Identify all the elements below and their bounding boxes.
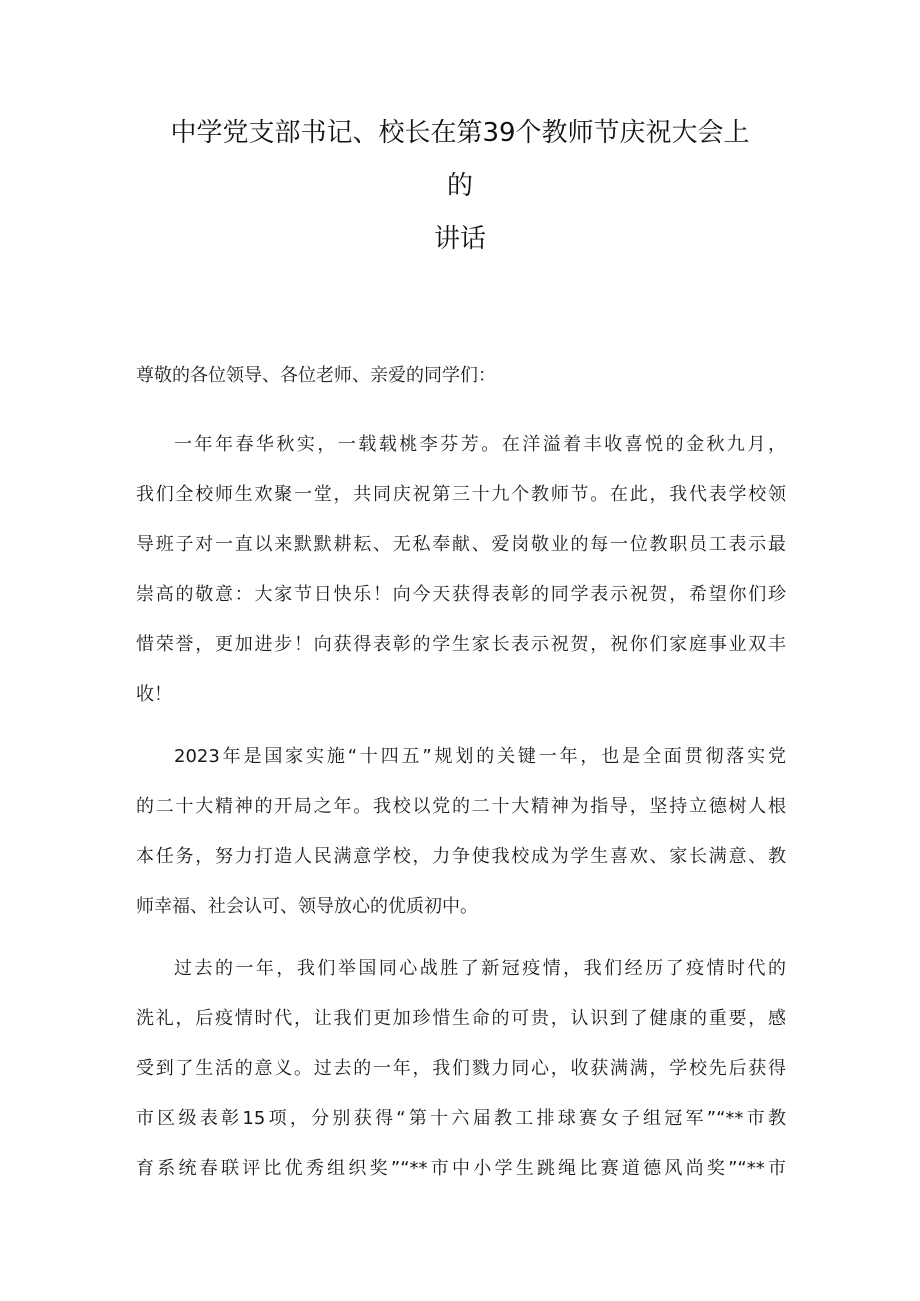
- document-title-line-1: 中学党支部书记、校长在第39个教师节庆祝大会上: [170, 118, 750, 148]
- paragraph-line: 2023年是国家实施“十四五”规划的关键一年，也是全面贯彻落实党: [174, 746, 786, 767]
- paragraph-line: 本任务，努力打造人民满意学校，力争使我校成为学生喜欢、家长满意、教: [136, 846, 786, 867]
- document-title-line-3: 讲话: [433, 224, 486, 254]
- salutation: 尊敬的各位领导、各位老师、亲爱的同学们：: [136, 365, 496, 386]
- paragraph-line: 一年年春华秋实，一载载桃李芬芳。在洋溢着丰收喜悦的金秋九月，: [174, 434, 786, 455]
- paragraph-line: 的二十大精神的开局之年。我校以党的二十大精神为指导，坚持立德树人根: [136, 796, 786, 817]
- paragraph-line: 导班子对一直以来默默耕耘、无私奉献、爱岗敬业的每一位教职员工表示最: [136, 534, 786, 555]
- paragraph-line: 收！: [136, 684, 172, 705]
- paragraph-line: 过去的一年，我们举国同心战胜了新冠疫情，我们经历了疫情时代的: [174, 958, 786, 979]
- paragraph-line: 洗礼，后疫情时代，让我们更加珍惜生命的可贵，认识到了健康的重要，感: [136, 1008, 786, 1029]
- paragraph-line: 育系统春联评比优秀组织奖”“**市中小学生跳绳比赛道德风尚奖”“**市: [136, 1158, 786, 1179]
- paragraph-line: 我们全校师生欢聚一堂，共同庆祝第三十九个教师节。在此，我代表学校领: [136, 484, 786, 505]
- paragraph-line: 受到了生活的意义。过去的一年，我们戮力同心，收获满满，学校先后获得: [136, 1058, 786, 1079]
- document-title-line-2: 的: [446, 171, 473, 201]
- paragraph-line: 师幸福、社会认可、领导放心的优质初中。: [136, 896, 478, 917]
- paragraph-line: 惜荣誉，更加进步！向获得表彰的学生家长表示祝贺，祝你们家庭事业双丰: [136, 634, 786, 655]
- paragraph-line: 崇高的敬意：大家节日快乐！向今天获得表彰的同学表示祝贺，希望你们珍: [136, 584, 786, 605]
- paragraph-line: 市区级表彰15项，分别获得“第十六届教工排球赛女子组冠军”“**市教: [136, 1108, 786, 1129]
